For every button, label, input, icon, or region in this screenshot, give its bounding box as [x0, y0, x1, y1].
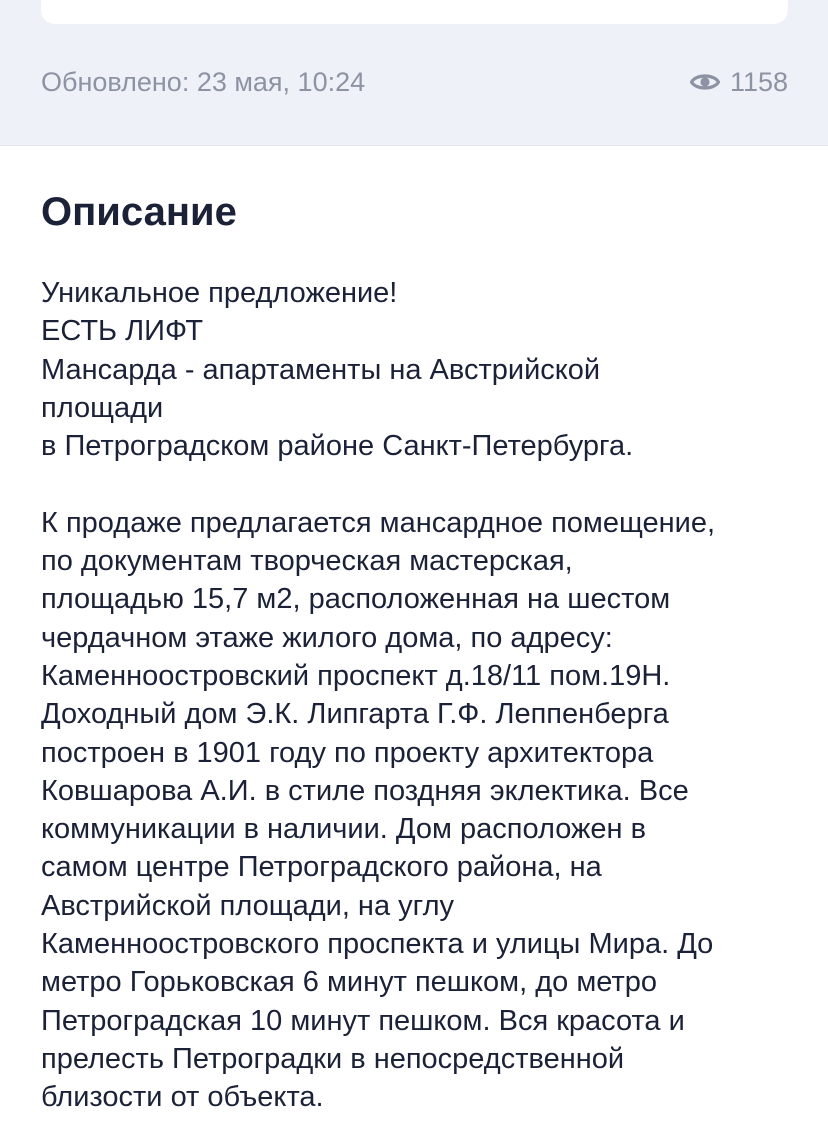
previous-card-edge — [41, 0, 788, 24]
description-line: Каменноостровский проспект д.18/11 пом.19Н. — [41, 659, 671, 692]
meta-row — [41, 64, 788, 100]
description-line: Ковшарова А.И. в стиле поздняя эклектика. Все — [41, 774, 689, 807]
eye-icon — [690, 71, 720, 93]
description-line: в Петроградском районе Санкт-Петербурга. — [41, 430, 634, 463]
description-line: коммуникации в наличии. Дом расположен в — [41, 813, 647, 846]
description-line: Петроградская 10 минут пешком. Вся красота и — [41, 1004, 685, 1037]
description-line: Уникальное предложение! — [41, 277, 398, 309]
description-line: ЕСТЬ ЛИФТ — [41, 315, 204, 348]
description-line: близости от объекта. — [41, 1081, 324, 1114]
description-line: площадью 15,7 м2, расположенная на шестом — [41, 583, 671, 616]
description-text — [41, 274, 791, 1117]
description-line: самом центре Петроградского района, на — [41, 851, 602, 884]
description-line: построен в 1901 году по проекту архитектора — [41, 736, 654, 769]
views-counter — [690, 67, 788, 98]
description-section — [41, 180, 791, 1117]
views-count: 1158 — [729, 66, 788, 97]
updated-date: Обновлено: 23 мая, 10:24 — [41, 66, 366, 97]
description-line: площади — [41, 391, 164, 424]
paragraph-gap — [41, 465, 791, 503]
description-line: прелесть Петроградки в непосредственной — [41, 1042, 625, 1075]
section-title: Описание — [41, 190, 237, 234]
description-line: чердачном этаже жилого дома, по адресу: — [41, 621, 613, 654]
description-line: Доходный дом Э.К. Липгарта Г.Ф. Леппенберга — [41, 698, 669, 731]
description-line: по документам творческая мастерская, — [41, 545, 573, 578]
description-line: К продаже предлагается мансардное помещение, — [41, 506, 716, 539]
listing-meta-panel — [0, 0, 828, 146]
description-paragraph-2 — [41, 504, 791, 1117]
description-line: Мансарда - апартаменты на Австрийской — [41, 353, 601, 386]
description-line: Австрийской площади, на углу — [41, 889, 454, 922]
description-line: Каменноостровского проспекта и улицы Мира. До — [41, 928, 714, 961]
description-paragraph-1 — [41, 274, 791, 465]
description-line: метро Горьковская 6 минут пешком, до метро — [41, 966, 657, 999]
